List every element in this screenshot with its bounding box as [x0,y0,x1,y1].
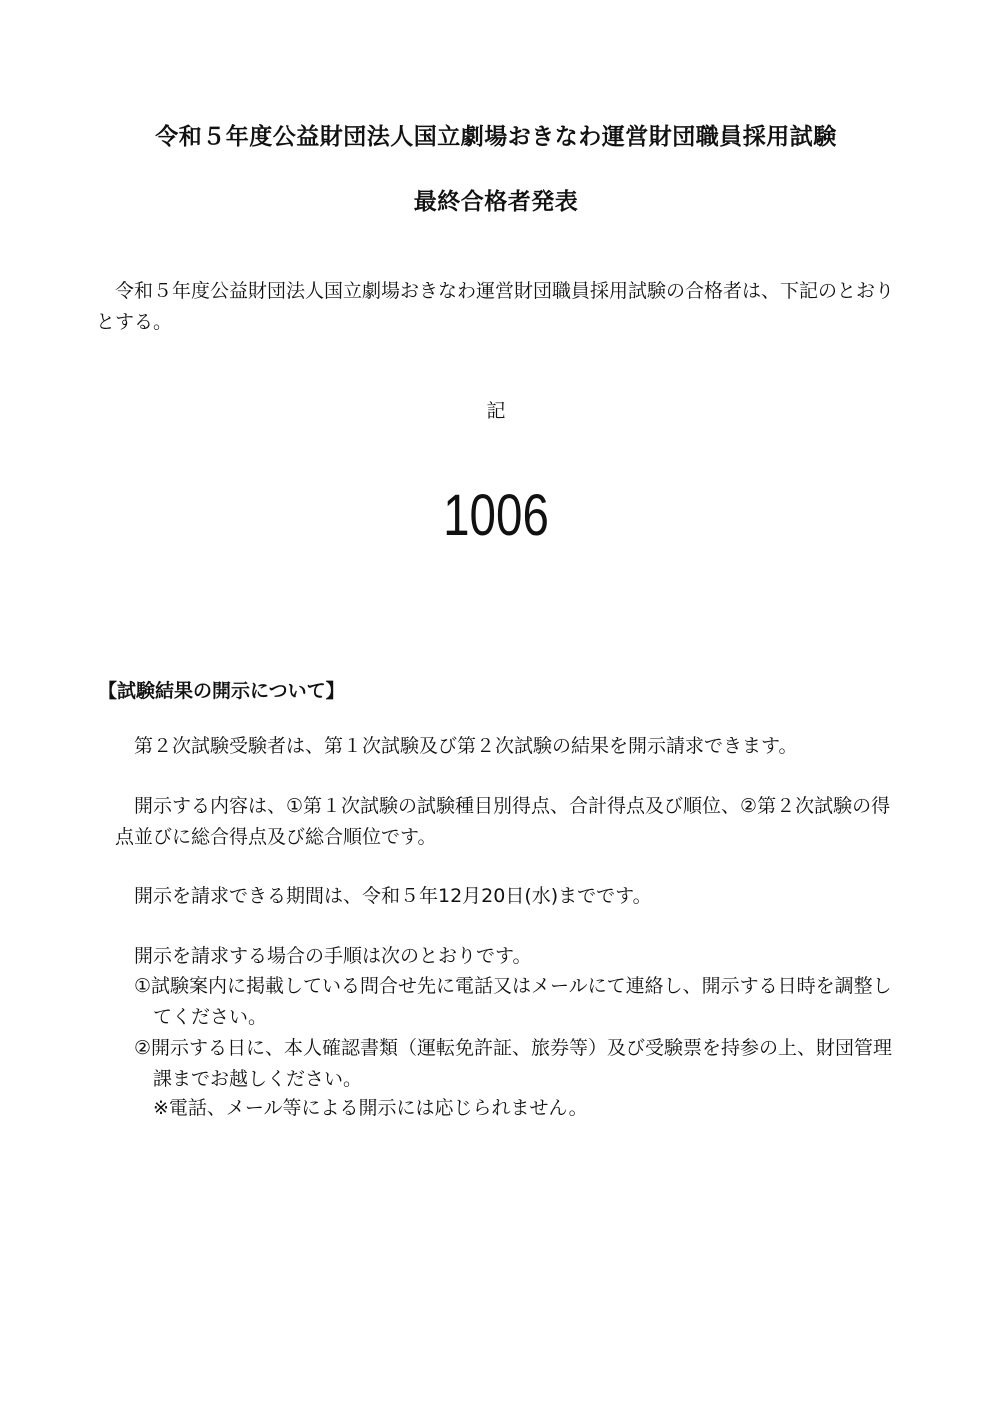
document-subtitle: 最終合格者発表 [413,189,579,215]
disclosure-period-paragraph: 開示を請求できる期間は、令和５年12月20日(水)までです。 [134,885,652,907]
procedure-steps [134,971,906,1095]
disclosure-note: ※電話、メール等による開示には応じられません。 [153,1097,588,1119]
procedure-step: ①試験案内に掲載している問合せ先に電話又はメールにて連絡し、開示する日時を調整してください。 [134,975,892,1028]
document-title: 令和５年度公益財団法人国立劇場おきなわ運営財団職員採用試験 [155,124,837,150]
procedure-step: ②開示する日に、本人確認書類（運転免許証、旅券等）及び受験票を持参の上、財団管理課までお越しください。 [134,1037,893,1090]
ki-marker: 記 [486,400,506,422]
passer-number: 1006 [443,483,549,548]
intro-paragraph: 令和５年度公益財団法人国立劇場おきなわ運営財団職員採用試験の合格者は、下記のとおりとする。 [96,280,895,333]
disclosure-eligibility-paragraph: 第２次試験受験者は、第１次試験及び第２次試験の結果を開示請求できます。 [134,735,798,757]
disclosure-content-paragraph: 開示する内容は、①第１次試験の試験種目別得点、合計得点及び順位、②第２次試験の得点並びに総合得点及び総合順位です。 [115,795,891,848]
disclosure-procedure-paragraph: 開示を請求する場合の手順は次のとおりです。 [134,945,532,967]
disclosure-heading: 【試験結果の開示について】 [98,680,345,702]
